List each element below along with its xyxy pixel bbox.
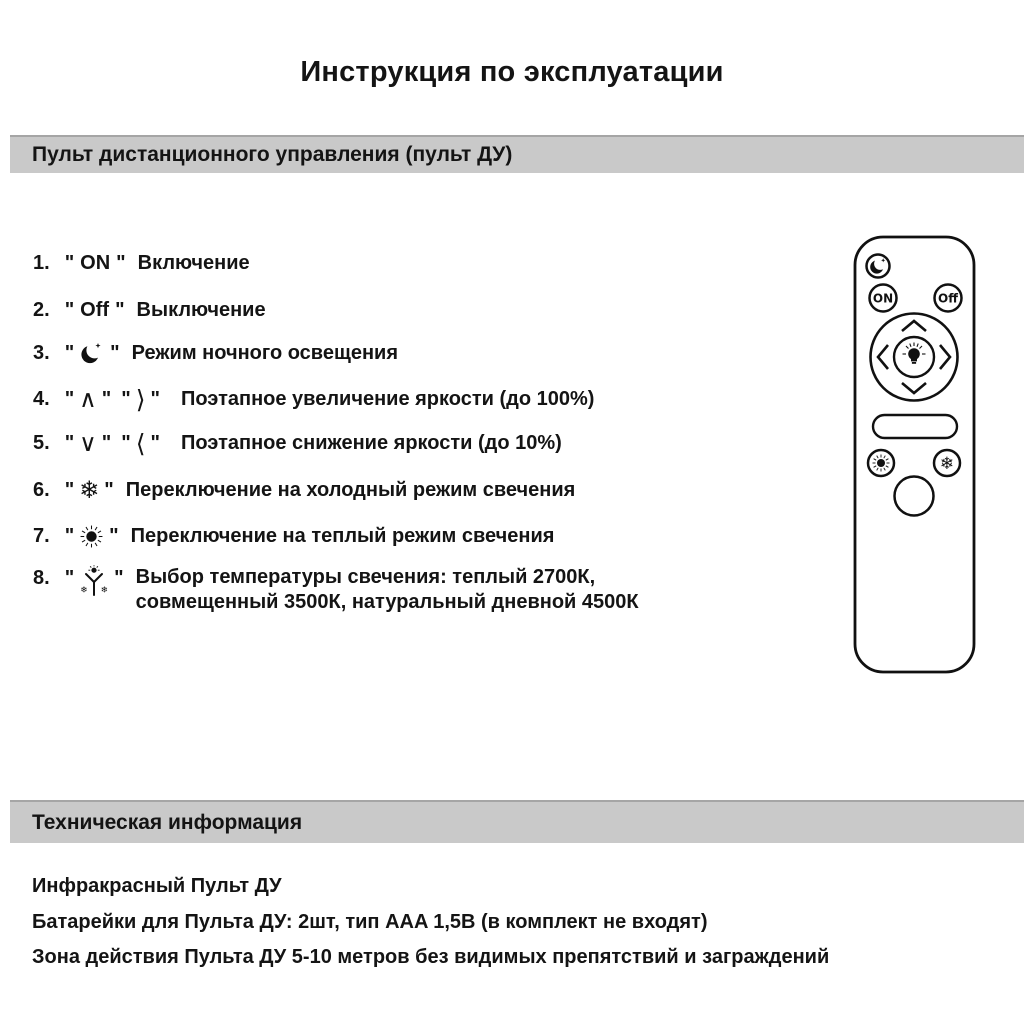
quote-mark: "	[116, 251, 126, 274]
remote-snowflake-glyph: ❄	[939, 454, 955, 474]
quote-mark: "	[150, 387, 160, 410]
item-number: 1.	[33, 251, 50, 274]
item-label	[136, 565, 639, 615]
item-number: 5.	[33, 431, 50, 454]
crescent-moon-icon	[79, 340, 105, 366]
temperature-select-icon	[79, 565, 109, 599]
section-header-tech	[10, 800, 1024, 843]
mini-snowflake-right: ❄	[100, 585, 108, 596]
item-number: 6.	[33, 478, 50, 501]
off-key-label: Off	[80, 298, 110, 321]
remote-off-button	[935, 285, 962, 312]
instruction-item-3	[33, 340, 398, 366]
quote-mark: "	[64, 478, 75, 501]
quote-mark: "	[64, 251, 75, 274]
item-label: Включение	[137, 251, 250, 274]
instruction-item-2	[33, 297, 266, 323]
instruction-item-4	[33, 386, 594, 412]
remote-on-label: ON	[872, 291, 894, 306]
item-label: Поэтапное увеличение яркости (до 100%)	[180, 387, 595, 410]
quote-mark: "	[64, 341, 75, 364]
item-label: Поэтапное снижение яркости (до 10%)	[180, 431, 562, 454]
item-number: 2.	[33, 298, 50, 321]
on-key-label: ON	[80, 251, 111, 274]
warm-sun-icon	[79, 524, 104, 549]
down-chevron-icon: ∨	[79, 429, 97, 457]
item-label-line2: совмещенный 3500К, натуральный дневной 4500К	[135, 591, 639, 613]
remote-round-button	[895, 477, 934, 516]
instruction-item-7	[33, 523, 554, 549]
item-number: 3.	[33, 341, 50, 364]
remote-pill-button	[873, 415, 957, 438]
item-label: Переключение на теплый режим свечения	[130, 524, 555, 547]
quote-mark: "	[64, 431, 75, 454]
section-header-remote	[10, 135, 1024, 173]
tech-info-line-3: Зона действия Пульта ДУ 5-10 метров без видимых препятствий и заграждений	[32, 946, 830, 968]
quote-mark: "	[64, 567, 75, 589]
instruction-item-1	[33, 250, 250, 276]
remote-illustration	[845, 228, 985, 683]
instruction-item-8	[33, 565, 639, 615]
item-number: 8.	[33, 567, 50, 589]
remote-night-button	[867, 255, 890, 278]
tech-info-line-1: Инфракрасный Пульт ДУ	[32, 875, 282, 897]
remote-cold-button	[934, 450, 960, 476]
item-number: 4.	[33, 387, 50, 410]
up-chevron-icon: ∧	[79, 385, 97, 413]
item-label: Режим ночного освещения	[131, 341, 399, 364]
tech-info-line-2: Батарейки для Пульта ДУ: 2шт, тип AAA 1,5В (в комплект не входят)	[32, 911, 708, 933]
quote-mark: "	[104, 478, 114, 501]
quote-mark: "	[114, 567, 124, 589]
quote-mark: "	[110, 341, 120, 364]
remote-off-label: Off	[938, 291, 958, 306]
quote-mark: "	[64, 387, 75, 410]
section-header-remote-label: Пульт дистанционного управления (пульт ДУ)	[32, 143, 513, 166]
quote-mark: "	[115, 298, 125, 321]
quote-mark: "	[101, 431, 112, 454]
section-header-tech-label: Техническая информация	[32, 810, 303, 834]
snowflake-icon: ❄	[79, 476, 100, 504]
item-number: 7.	[33, 524, 50, 547]
left-chevron-icon: ⟨	[135, 428, 146, 458]
item-label: Выключение	[136, 298, 266, 321]
quote-mark: "	[150, 431, 160, 454]
remote-drawing	[845, 228, 985, 683]
item-label-line1: Выбор температуры свечения: теплый 2700К,	[135, 566, 596, 588]
remote-on-button	[870, 285, 897, 312]
quote-mark: "	[64, 524, 75, 547]
quote-mark: "	[121, 387, 131, 410]
right-chevron-icon: ⟩	[135, 384, 146, 414]
instruction-item-6	[33, 477, 575, 503]
remote-warm-button	[868, 450, 894, 476]
instruction-item-5	[33, 430, 562, 456]
quote-mark: "	[101, 387, 112, 410]
quote-mark: "	[64, 298, 75, 321]
quote-mark: "	[109, 524, 119, 547]
item-label: Переключение на холодный режим свечения	[125, 478, 576, 501]
page-title: Инструкция по эксплуатации	[300, 56, 724, 88]
quote-mark: "	[121, 431, 131, 454]
mini-snowflake-left: ❄	[80, 585, 88, 596]
remote-dpad	[871, 314, 958, 401]
